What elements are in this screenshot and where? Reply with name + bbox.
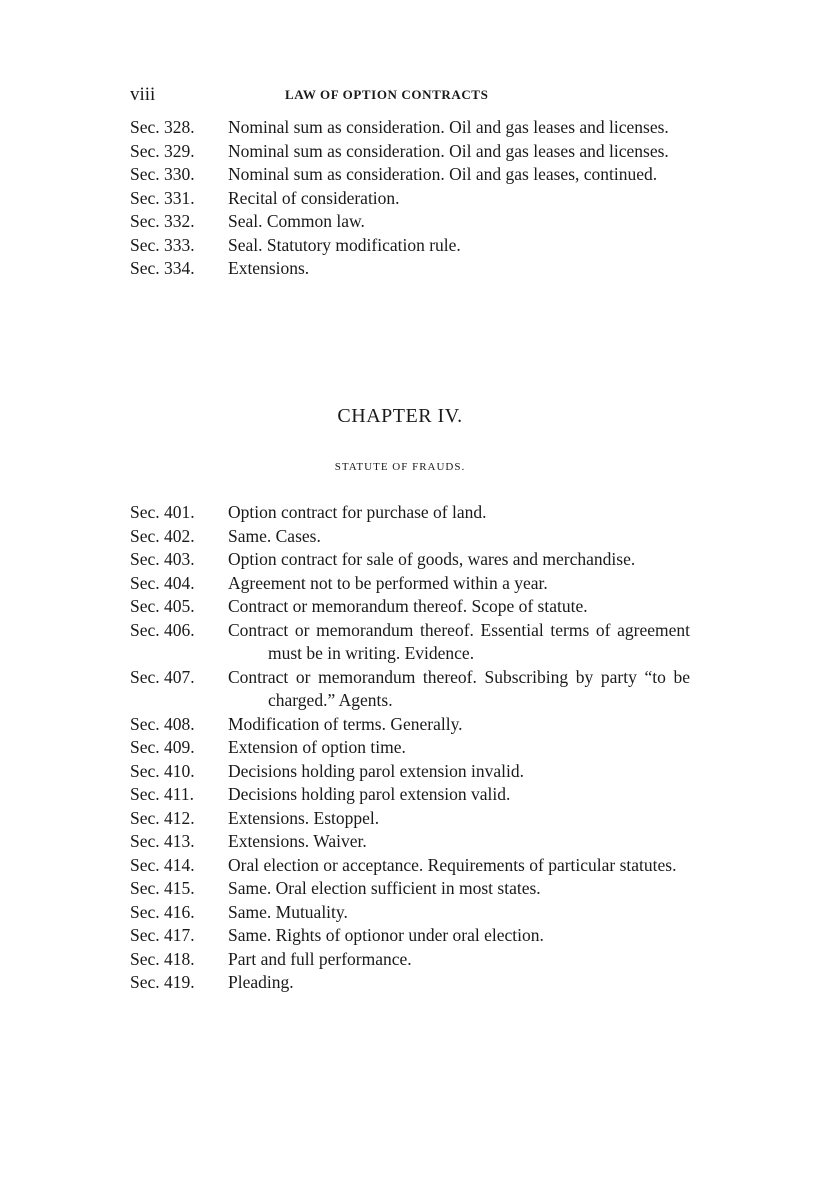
section-title: Oral election or acceptance. Requirements of particular statutes. <box>228 854 677 875</box>
section-title: Extension of option time. <box>228 737 406 757</box>
section-number: Sec. 415. <box>130 878 195 898</box>
section-entry <box>130 830 690 854</box>
section-entry <box>130 619 690 666</box>
running-head <box>130 84 690 108</box>
section-number: Sec. 403. <box>130 549 195 569</box>
section-number: Sec. 417. <box>130 925 195 945</box>
section-title: Option contract for purchase of land. <box>228 502 487 522</box>
section-title: Recital of consideration. <box>228 187 400 208</box>
section-title: Nominal sum as consideration. Oil and gas leases and licenses. <box>228 140 669 161</box>
section-entry <box>130 548 690 572</box>
section-title: Contract or memorandum thereof. Essential terms of agreement must be in writing. Evidence. <box>228 619 690 663</box>
section-entry <box>130 713 690 737</box>
section-title: Seal. Statutory modification rule. <box>228 234 461 255</box>
section-entry <box>130 163 690 187</box>
section-title: Part and full performance. <box>228 948 412 969</box>
section-entry <box>130 971 690 995</box>
page-number: viii <box>130 84 156 105</box>
section-number: Sec. 332. <box>130 211 195 231</box>
section-entry <box>130 572 690 596</box>
section-title: Extensions. Estoppel. <box>228 807 380 828</box>
section-number: Sec. 404. <box>130 572 195 593</box>
section-entry <box>130 501 690 525</box>
section-title: Agreement not to be performed within a year. <box>228 572 548 593</box>
section-number: Sec. 409. <box>130 737 195 757</box>
section-number: Sec. 407. <box>130 666 195 687</box>
section-number: Sec. 408. <box>130 713 195 734</box>
section-list-chapter-iii <box>130 116 690 281</box>
section-entry <box>130 807 690 831</box>
section-entry <box>130 901 690 925</box>
section-number: Sec. 329. <box>130 140 195 161</box>
section-number: Sec. 402. <box>130 525 195 546</box>
section-title: Extensions. <box>228 258 310 278</box>
section-list-chapter-iv <box>130 501 690 995</box>
section-entry <box>130 854 690 878</box>
section-number: Sec. 405. <box>130 596 195 616</box>
section-entry <box>130 948 690 972</box>
section-title: Extensions. Waiver. <box>228 831 367 851</box>
section-entry <box>130 924 690 948</box>
section-title: Same. Cases. <box>228 525 321 546</box>
section-title: Same. Oral election sufficient in most states. <box>228 878 541 898</box>
section-title: Decisions holding parol extension invalid. <box>228 760 524 781</box>
section-number: Sec. 331. <box>130 187 195 208</box>
chapter-heading: CHAPTER IV. <box>337 405 463 427</box>
section-number: Sec. 333. <box>130 234 195 255</box>
section-entry <box>130 783 690 807</box>
section-number: Sec. 401. <box>130 502 195 522</box>
section-title: Same. Mutuality. <box>228 901 348 922</box>
section-title: Nominal sum as consideration. Oil and gas leases, continued. <box>228 164 658 184</box>
section-entry <box>130 736 690 760</box>
section-number: Sec. 413. <box>130 831 195 851</box>
section-title: Same. Rights of optionor under oral election. <box>228 925 544 945</box>
section-entry <box>130 257 690 281</box>
section-number: Sec. 416. <box>130 901 195 922</box>
section-number: Sec. 418. <box>130 948 195 969</box>
section-title: Nominal sum as consideration. Oil and gas leases and licenses. <box>228 117 669 137</box>
section-number: Sec. 406. <box>130 619 195 640</box>
section-title: Contract or memorandum thereof. Scope of statute. <box>228 596 588 616</box>
section-title: Option contract for sale of goods, wares and merchandise. <box>228 549 636 569</box>
section-number: Sec. 330. <box>130 164 195 184</box>
section-entry <box>130 140 690 164</box>
section-entry <box>130 210 690 234</box>
section-title: Decisions holding parol extension valid. <box>228 784 511 804</box>
section-number: Sec. 410. <box>130 760 195 781</box>
section-entry <box>130 595 690 619</box>
section-title: Seal. Common law. <box>228 211 365 231</box>
section-entry <box>130 666 690 713</box>
section-number: Sec. 419. <box>130 972 195 992</box>
section-entry <box>130 760 690 784</box>
section-number: Sec. 414. <box>130 854 195 875</box>
section-number: Sec. 412. <box>130 807 195 828</box>
section-title: Modification of terms. Generally. <box>228 713 463 734</box>
section-title: Pleading. <box>228 972 294 992</box>
section-number: Sec. 411. <box>130 784 194 804</box>
section-entry <box>130 116 690 140</box>
section-entry <box>130 187 690 211</box>
section-entry <box>130 877 690 901</box>
chapter-subheading: STATUTE OF FRAUDS. <box>334 461 466 473</box>
section-title: Contract or memorandum thereof. Subscribing by party “to be charged.” Agents. <box>228 666 690 710</box>
running-title: LAW OF OPTION CONTRACTS <box>285 87 489 102</box>
section-number: Sec. 334. <box>130 258 195 278</box>
section-entry <box>130 525 690 549</box>
section-entry <box>130 234 690 258</box>
section-number: Sec. 328. <box>130 117 195 137</box>
